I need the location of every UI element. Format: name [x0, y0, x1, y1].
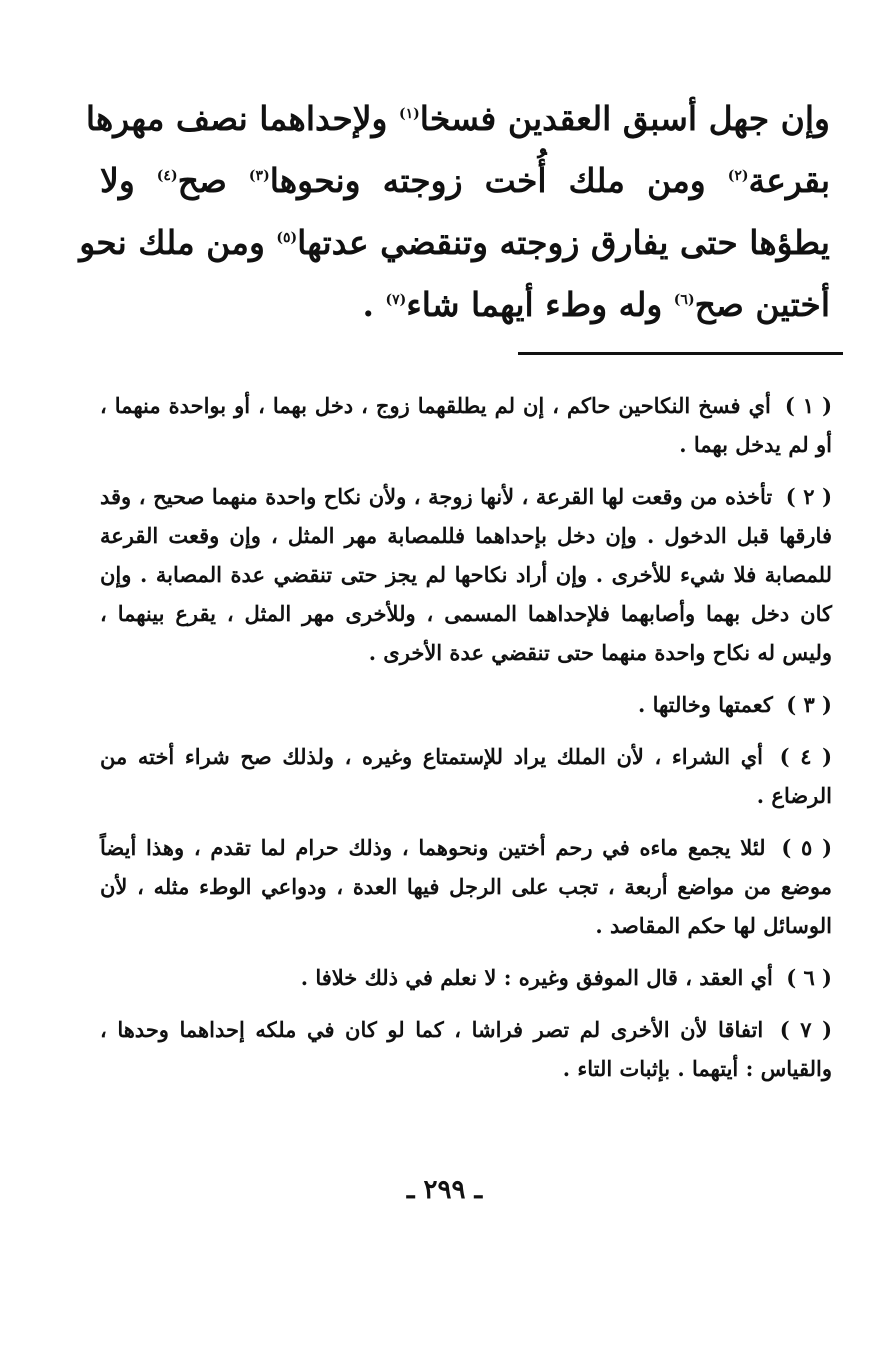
footnote-text: كعمتها وخالتها .	[637, 692, 773, 717]
page-number: ـ ٢٩٩ ـ	[406, 1175, 483, 1205]
footnote-reference: (٤)	[156, 168, 178, 184]
main-text	[79, 88, 830, 336]
footnote-text: لئلا يجمع ماءه في رحم أختين ونحوهما ، وذلك حرام لما تقدم ، وهذا أيضاً موضع من مواضع أربعة ، تجب على الرجل فيها العدة ، ودواعي الوطء مثله ، لأن الوسائل لها حكم المقاصد .	[100, 835, 832, 938]
main-text-segment: ومن ملك أُخت زوجته ونحوها	[269, 161, 728, 200]
main-text-line	[79, 212, 830, 274]
main-text-line	[100, 150, 830, 212]
main-text-segment: صح	[177, 161, 249, 200]
footnote-reference: (٧)	[385, 292, 407, 308]
footnote-reference: (٥)	[276, 230, 298, 246]
footnote-number: ( ٤ )	[779, 744, 833, 769]
main-text-line	[100, 274, 830, 336]
main-text-segment: ولا	[100, 161, 157, 200]
footnotes	[100, 386, 832, 1101]
footnote-number: ( ٥ )	[781, 835, 833, 860]
footnote-reference: (٣)	[248, 168, 270, 184]
main-text-segment: ومن ملك نحو	[79, 223, 277, 262]
footnote-number: ( ٧ )	[779, 1017, 833, 1042]
footnote-number: ( ٢ )	[785, 484, 833, 509]
footnote-separator	[518, 352, 843, 355]
footnote	[100, 737, 832, 815]
footnote-reference: (١)	[398, 106, 420, 122]
footnote-number: ( ٣ )	[786, 692, 832, 717]
footnote	[100, 477, 832, 672]
footnote-text: اتفاقا لأن الأخرى لم تصر فراشا ، كما لو كان في ملكه إحداهما وحدها ، والقياس : أيتهما . بإثبات التاء .	[100, 1017, 832, 1081]
main-text-segment: .	[362, 285, 386, 324]
footnote-text: أي العقد ، قال الموفق وغيره : لا نعلم في ذلك خلافا .	[300, 965, 773, 990]
footnote	[100, 1010, 832, 1088]
footnote	[100, 958, 832, 997]
footnote	[100, 828, 832, 945]
footnote-number: ( ١ )	[784, 393, 833, 418]
footnote-number: ( ٦ )	[786, 965, 832, 990]
main-text-segment: ولإحداهما نصف مهرها	[85, 99, 399, 138]
footnote-text: أي الشراء ، لأن الملك يراد للإستمتاع وغيره ، ولذلك صح شراء أخته من الرضاع .	[100, 744, 832, 808]
main-text-segment: بقرعة	[748, 161, 830, 200]
footnote-reference: (٢)	[727, 168, 749, 184]
main-text-segment: وله وطء أيهما شاء	[406, 285, 674, 324]
main-text-segment: وإن جهل أسبق العقدين فسخا	[419, 99, 830, 138]
footnote-text: أي فسخ النكاحين حاكم ، إن لم يطلقهما زوج ، دخل بهما ، أو بواحدة منهما ، أو لم يدخل بهما .	[100, 393, 832, 457]
footnote	[100, 685, 832, 724]
footnote-reference: (٦)	[673, 292, 695, 308]
main-text-segment: يطؤها حتى يفارق زوجته وتنقضي عدتها	[297, 223, 830, 262]
footnote-text: تأخذه من وقعت لها القرعة ، لأنها زوجة ، ولأن نكاح واحدة منهما صحيح ، وقد فارقها قبل الدخول . وإن دخل بإحداهما فللمصابة مهر المثل ، وإن وقعت القرعة للمصابة فلا شيء للأخرى . وإن أراد نكاحها لم يجز حتى تنقضي عدة المصابة . وإن كان دخل بهما وأصابهما فلإحداهما المسمى ، وللأخرى مهر المثل ، يقرع بينهما ، وليس له نكاح واحدة منهما حتى تنقضي عدة الأخرى .	[100, 484, 832, 665]
main-text-segment: أختين صح	[694, 285, 830, 324]
footnote	[100, 386, 832, 464]
main-text-line	[85, 88, 830, 150]
